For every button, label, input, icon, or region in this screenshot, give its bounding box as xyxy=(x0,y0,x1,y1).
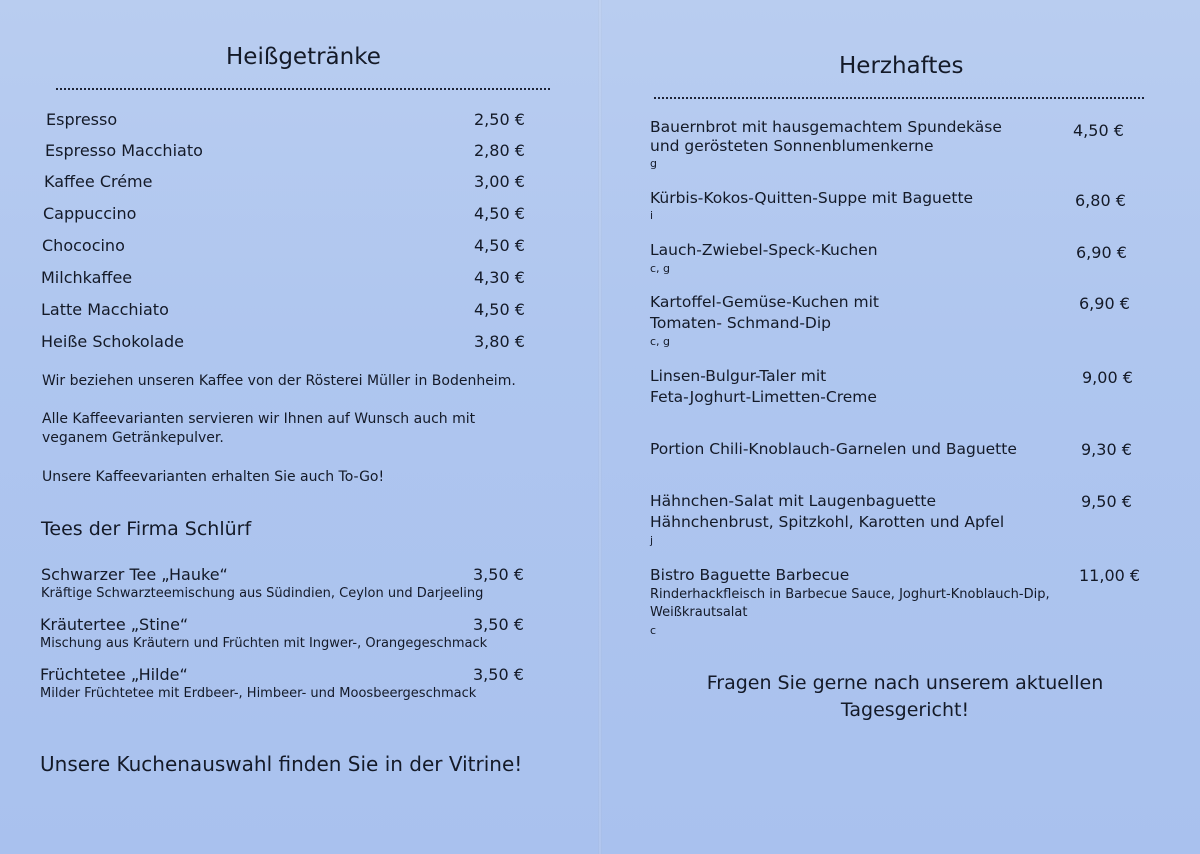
tea-name: Früchtetee „Hilde“ xyxy=(40,665,188,684)
dish-title: Portion Chili-Knoblauch-Garnelen und Baguette xyxy=(650,440,1017,458)
drink-price: 2,50 € xyxy=(474,110,525,129)
dish-price: 6,90 € xyxy=(1079,294,1130,313)
dish-title: Hähnchen-Salat mit Laugenbaguette xyxy=(650,492,937,510)
drink-name: Milchkaffee xyxy=(41,268,133,287)
drink-price: 3,00 € xyxy=(474,172,525,191)
dish-item xyxy=(0,491,1132,549)
dish-price: 9,30 € xyxy=(1081,440,1132,459)
dish-title: Kartoffel-Gemüse-Kuchen mit xyxy=(650,293,880,311)
hot-drinks-heading: Heißgetränke xyxy=(226,44,381,70)
dish-item xyxy=(0,366,1133,410)
daily-special-line-1: Fragen Sie gerne nach unserem aktuellen xyxy=(706,672,1104,694)
tea-name: Schwarzer Tee „Hauke“ xyxy=(41,565,228,584)
to-go-note: Unsere Kaffeevarianten erhalten Sie auch To-Go! xyxy=(42,469,385,485)
dish-price: 6,80 € xyxy=(1075,191,1126,210)
tea-description: Milder Früchtetee mit Erdbeer-, Himbeer- und Moosbeergeschmack xyxy=(40,686,477,701)
drink-name: Espresso xyxy=(46,110,118,129)
drink-name: Kaffee Créme xyxy=(44,172,153,191)
drink-price: 3,80 € xyxy=(474,332,525,351)
dish-allergen: i xyxy=(650,209,654,222)
vegan-note-line-2: veganem Getränkepulver. xyxy=(42,430,224,446)
dish-title: Bistro Baguette Barbecue xyxy=(650,566,850,584)
savory-heading: Herzhaftes xyxy=(839,53,964,79)
dish-price: 11,00 € xyxy=(1079,566,1141,585)
drink-price: 4,30 € xyxy=(474,268,525,287)
tea-price: 3,50 € xyxy=(473,565,524,584)
vegan-note-line-1: Alle Kaffeevarianten servieren wir Ihnen auf Wunsch auch mit xyxy=(42,411,476,427)
tea-price: 3,50 € xyxy=(473,665,524,684)
tea-item xyxy=(0,665,600,709)
drink-name: Cappuccino xyxy=(43,204,137,223)
dish-allergen: j xyxy=(650,534,654,547)
drink-price: 4,50 € xyxy=(474,236,525,255)
tea-heading: Tees der Firma Schlürf xyxy=(41,518,252,540)
drink-name: Heiße Schokolade xyxy=(41,332,184,351)
dish-title: Kürbis-Kokos-Quitten-Suppe mit Baguette xyxy=(650,189,974,207)
drink-name: Latte Macchiato xyxy=(41,300,169,319)
dish-price: 9,50 € xyxy=(1081,492,1132,511)
drink-name: Chococino xyxy=(42,236,125,255)
dish-allergen: c, g xyxy=(650,262,671,275)
drink-name: Espresso Macchiato xyxy=(45,141,203,160)
dotted-divider xyxy=(654,97,1144,99)
dish-title: Bauernbrot mit hausgemachtem Spundekäse xyxy=(650,118,1002,136)
dish-title-line-2: Hähnchenbrust, Spitzkohl, Karotten und Apfel xyxy=(650,513,1005,531)
coffee-origin-note: Wir beziehen unseren Kaffee von der Rösterei Müller in Bodenheim. xyxy=(42,373,516,389)
dish-price: 6,90 € xyxy=(1076,243,1127,262)
dotted-divider xyxy=(56,88,550,90)
dish-allergen: g xyxy=(650,157,657,170)
dish-title: Linsen-Bulgur-Taler mit xyxy=(650,367,827,385)
dish-title-line-2: Feta-Joghurt-Limetten-Creme xyxy=(650,388,877,406)
dish-item xyxy=(0,117,1124,173)
dish-description: Rinderhackfleisch in Barbecue Sauce, Joghurt-Knoblauch-Dip, xyxy=(650,587,1050,602)
dish-item xyxy=(0,439,1132,463)
dish-title-line-2: Tomaten- Schmand-Dip xyxy=(650,314,831,332)
dish-allergen: c, g xyxy=(650,335,671,348)
dish-title-line-2: und gerösteten Sonnenblumenkerne xyxy=(650,137,934,155)
dish-title: Lauch-Zwiebel-Speck-Kuchen xyxy=(650,241,878,259)
drink-price: 2,80 € xyxy=(474,141,525,160)
tea-description: Mischung aus Kräutern und Früchten mit Ingwer-, Orangegeschmack xyxy=(40,636,488,651)
dish-item xyxy=(0,188,1126,224)
drink-price: 4,50 € xyxy=(474,204,525,223)
daily-special-line-2: Tagesgericht! xyxy=(840,699,970,721)
cake-note: Unsere Kuchenauswahl finden Sie in der Vitrine! xyxy=(40,752,523,776)
dish-item xyxy=(0,292,1130,348)
dish-allergen: c xyxy=(650,624,657,637)
daily-special-note xyxy=(680,670,1130,724)
tea-price: 3,50 € xyxy=(473,615,524,634)
dish-item xyxy=(0,240,1127,276)
dish-item xyxy=(0,565,1141,637)
dish-price: 9,00 € xyxy=(1082,368,1133,387)
drink-price: 4,50 € xyxy=(474,300,525,319)
tea-name: Kräutertee „Stine“ xyxy=(40,615,189,634)
dish-price: 4,50 € xyxy=(1073,121,1124,140)
tea-description: Kräftige Schwarzteemischung aus Südindien, Ceylon und Darjeeling xyxy=(41,586,484,601)
dish-description-line-2: Weißkrautsalat xyxy=(650,605,748,620)
